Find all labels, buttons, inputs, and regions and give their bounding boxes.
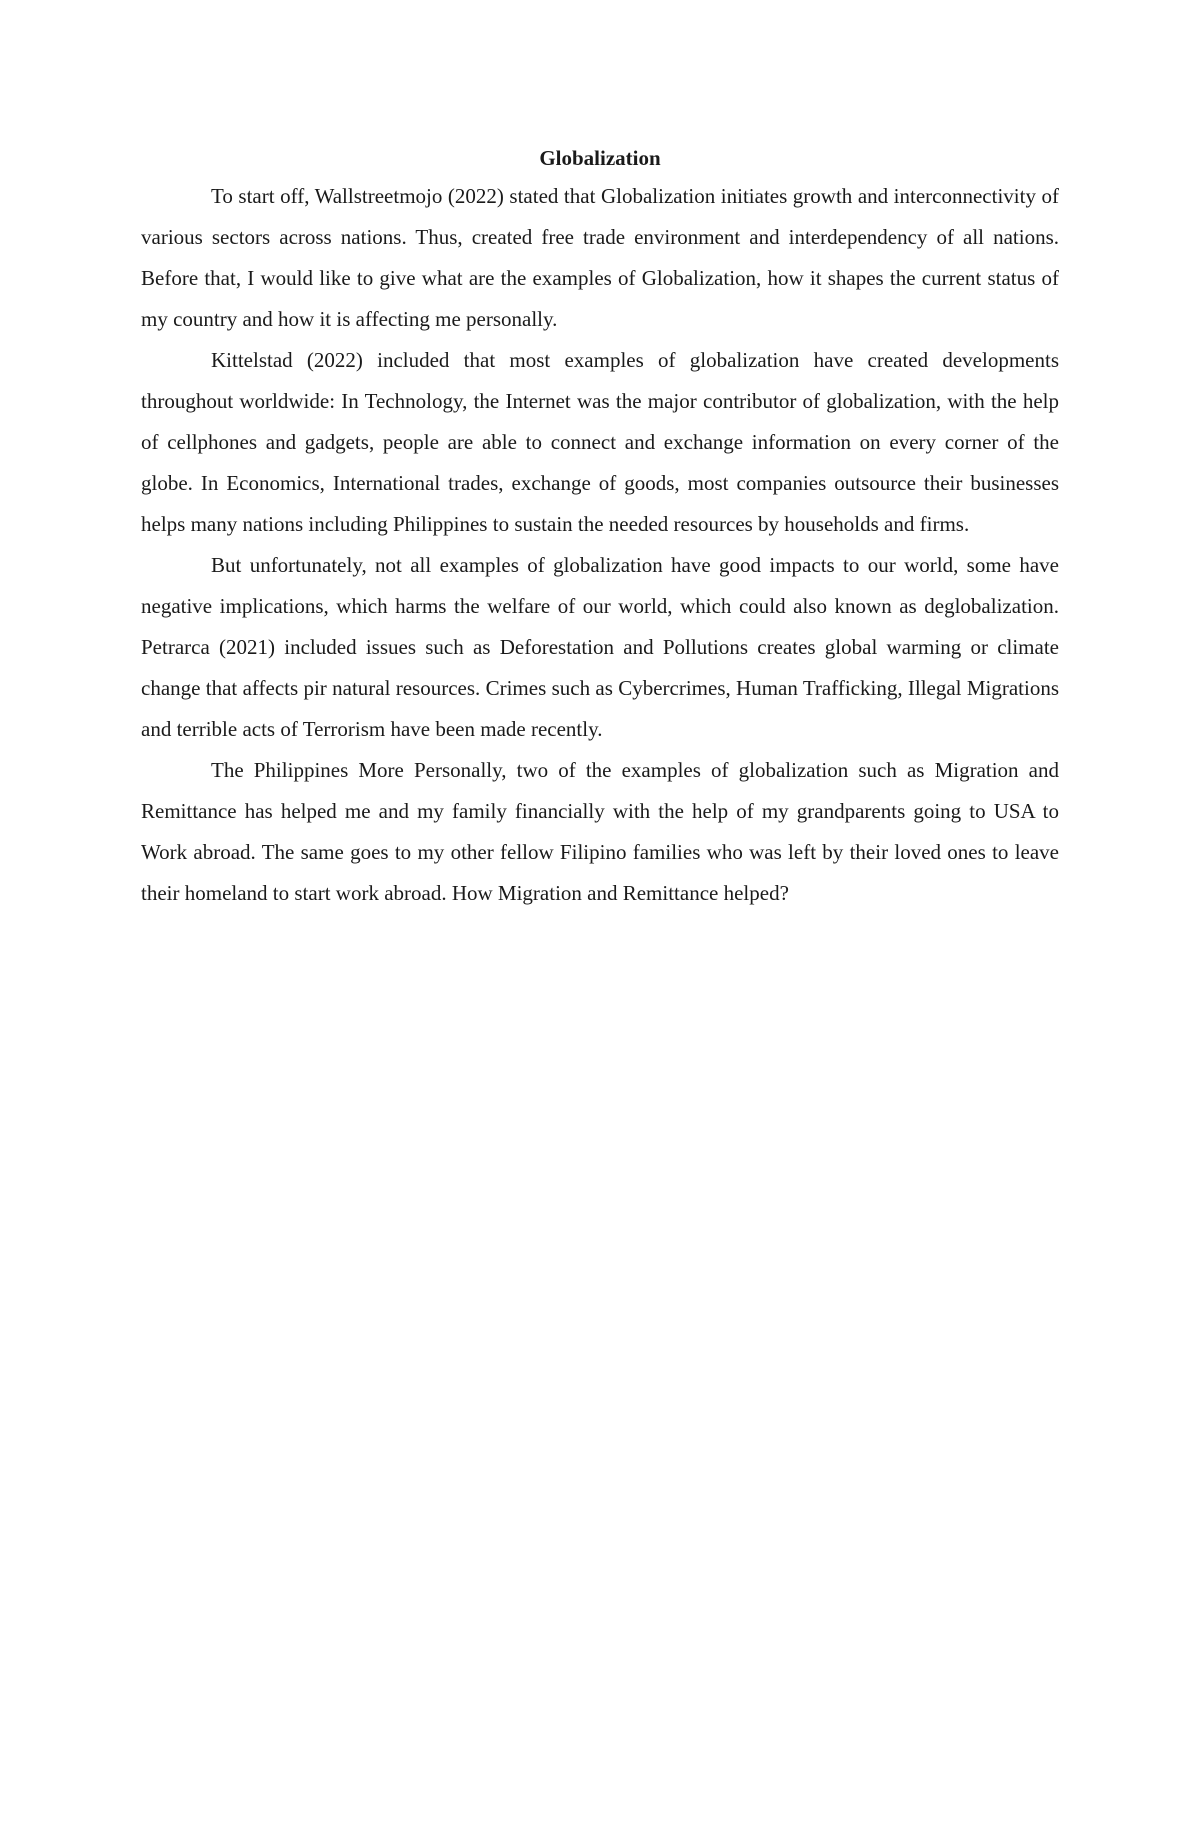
document-body	[141, 140, 1059, 914]
paragraph-intro: To start off, Wallstreetmojo (2022) stated that Globalization initiates growth and interconnectivity of various sectors across nations. Thus, created free trade environment and interdependency of all nations. Before that, I would like to give what are the examples of Globalization, how it shapes the current status of my country and how it is affecting me personally.	[141, 184, 1059, 331]
document-title: Globalization	[539, 146, 661, 170]
paragraph-examples: Kittelstad (2022) included that most examples of globalization have created developments throughout worldwide: In Technology, the Internet was the major contributor of globalization, with the help of cellphones and gadgets, people are able to connect and exchange information on every corner of the globe. In Economics, International trades, exchange of goods, most companies outsource their businesses helps many nations including Philippines to sustain the needed resources by households and firms.	[141, 348, 1059, 536]
paragraph-personal: The Philippines More Personally, two of the examples of globalization such as Migration and Remittance has helped me and my family financially with the help of my grandparents going to USA to Work abroad. The same goes to my other fellow Filipino families who was left by their loved ones to leave their homeland to start work abroad. How Migration and Remittance helped?	[141, 758, 1059, 905]
paragraph-negative-impacts: But unfortunately, not all examples of globalization have good impacts to our world, some have negative implications, which harms the welfare of our world, which could also known as deglobalization. Petrarca (2021) included issues such as Deforestation and Pollutions creates global warming or climate change that affects pir natural resources. Crimes such as Cybercrimes, Human Trafficking, Illegal Migrations and terrible acts of Terrorism have been made recently.	[141, 553, 1059, 741]
